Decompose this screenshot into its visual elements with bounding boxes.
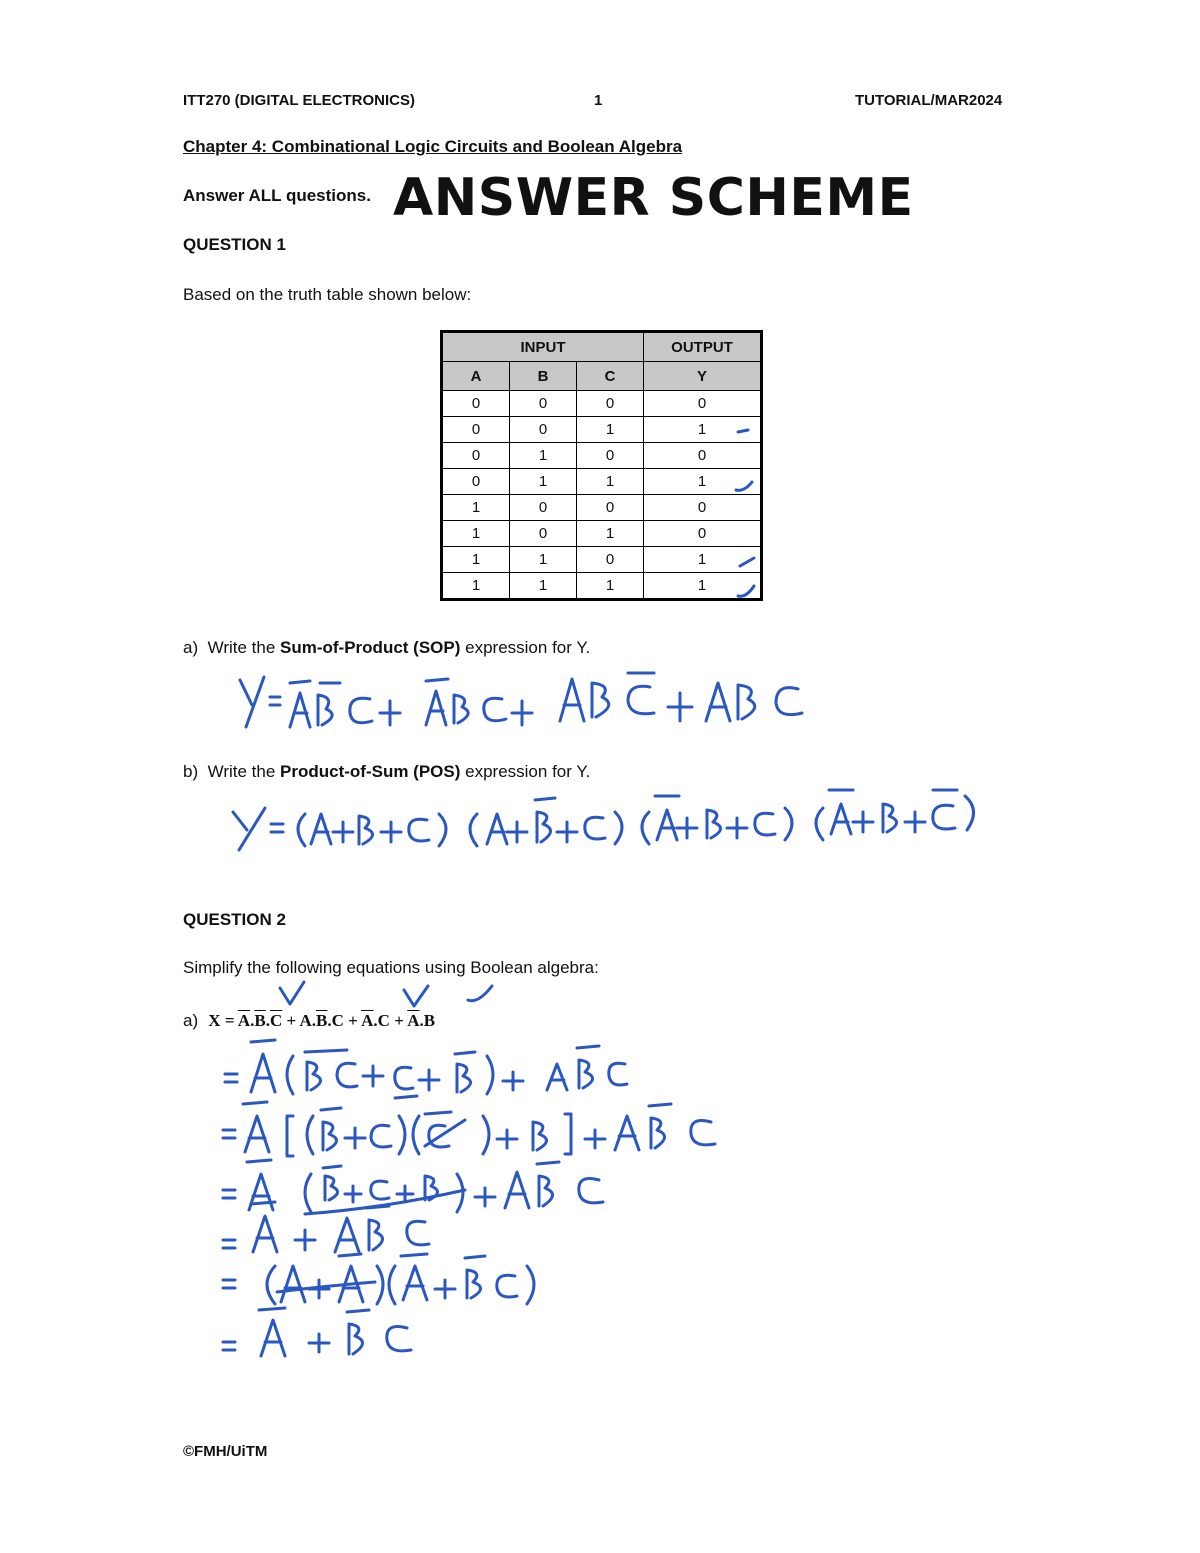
header-page-number: 1 <box>594 92 603 109</box>
table-cell-b: 1 <box>510 443 577 469</box>
table-cell-a: 0 <box>442 443 510 469</box>
table-cell-y: 0 <box>644 521 762 547</box>
table-row <box>442 417 762 443</box>
check-mark <box>738 586 754 596</box>
table-cell-y: 1 <box>644 547 762 573</box>
handwritten-sop-answer <box>230 665 820 745</box>
truth-table-column-header-row <box>442 362 762 391</box>
table-cell-y: 0 <box>644 443 762 469</box>
table-cell-b: 1 <box>510 573 577 600</box>
question-2-equation <box>183 1011 435 1031</box>
table-cell-b: 0 <box>510 521 577 547</box>
equation-rhs: $\overline{A}.\overline{B}.\overline{C} + A.\overline{B}.C + \overline{A}.C + \overline{A}.B$ <box>237 1011 436 1030</box>
question-2-title: QUESTION 2 <box>183 910 286 929</box>
part-a-label: a) <box>183 638 199 657</box>
table-row <box>442 391 762 417</box>
table-row <box>442 547 762 573</box>
table-cell-b: 1 <box>510 469 577 495</box>
handwritten-simplification <box>215 1030 735 1370</box>
table-cell-a: 1 <box>442 521 510 547</box>
equation-lhs: X = <box>208 1011 238 1030</box>
table-cell-c: 0 <box>577 495 644 521</box>
part-a-pre: Write the <box>207 638 281 657</box>
question-2-intro: Simplify the following equations using Boolean algebra: <box>183 958 599 977</box>
table-row <box>442 469 762 495</box>
table-row <box>442 521 762 547</box>
table-cell-c: 1 <box>577 573 644 600</box>
table-cell-y: 1 <box>644 417 762 443</box>
part-b-bold: Product-of-Sum (POS) <box>280 762 461 781</box>
check-marks-equation <box>270 978 500 1012</box>
table-cell-c: 0 <box>577 391 644 417</box>
truth-table-group-header-row <box>442 332 762 362</box>
check-mark <box>468 986 492 1001</box>
table-cell-a: 0 <box>442 391 510 417</box>
question-1-title: QUESTION 1 <box>183 235 286 254</box>
table-cell-a: 1 <box>442 495 510 521</box>
check-mark <box>738 430 748 432</box>
column-header-c: C <box>577 362 644 391</box>
table-cell-a: 0 <box>442 469 510 495</box>
truth-table <box>440 330 763 601</box>
table-cell-c: 1 <box>577 417 644 443</box>
column-header-a: A <box>442 362 510 391</box>
table-cell-b: 0 <box>510 417 577 443</box>
chapter-title: Chapter 4: Combinational Logic Circuits and Boolean Algebra <box>183 137 683 156</box>
table-cell-b: 1 <box>510 547 577 573</box>
part-a-label-q2: a) <box>183 1011 199 1030</box>
table-cell-y: 0 <box>644 391 762 417</box>
table-cell-c: 1 <box>577 469 644 495</box>
table-cell-b: 0 <box>510 391 577 417</box>
table-cell-a: 1 <box>442 573 510 600</box>
check-mark <box>404 986 428 1006</box>
question-1-intro: Based on the truth table shown below: <box>183 285 472 304</box>
answer-scheme-stamp: ANSWER SCHEME <box>393 168 914 228</box>
check-mark <box>740 558 754 566</box>
footer-copyright: ©FMH/UiTM <box>183 1443 268 1460</box>
instruction-text: Answer ALL questions. <box>183 186 371 205</box>
table-cell-b: 0 <box>510 495 577 521</box>
truth-table-body <box>442 391 762 600</box>
table-cell-y: 1 <box>644 573 762 600</box>
part-a-bold: Sum-of-Product (SOP) <box>280 638 461 657</box>
table-row <box>442 573 762 600</box>
check-mark <box>280 982 304 1004</box>
table-cell-c: 0 <box>577 443 644 469</box>
handwritten-pos-answer <box>225 778 985 858</box>
part-a-prompt <box>183 638 590 658</box>
table-cell-y: 1 <box>644 469 762 495</box>
part-b-pre: Write the <box>207 762 281 781</box>
part-a-post: expression for Y. <box>460 638 591 657</box>
table-cell-y: 0 <box>644 495 762 521</box>
table-row <box>442 443 762 469</box>
column-header-b: B <box>510 362 577 391</box>
part-b-post: expression for Y. <box>460 762 591 781</box>
column-header-y: Y <box>644 362 762 391</box>
table-cell-c: 1 <box>577 521 644 547</box>
output-group-header: OUTPUT <box>644 332 762 362</box>
input-group-header: INPUT <box>442 332 644 362</box>
part-b-label: b) <box>183 762 199 781</box>
table-cell-a: 1 <box>442 547 510 573</box>
table-row <box>442 495 762 521</box>
table-cell-a: 0 <box>442 417 510 443</box>
header-course: ITT270 (DIGITAL ELECTRONICS) <box>183 92 415 109</box>
header-code: TUTORIAL/MAR2024 <box>855 92 1003 109</box>
table-cell-c: 0 <box>577 547 644 573</box>
check-mark <box>736 482 752 490</box>
check-marks-table <box>730 420 770 610</box>
